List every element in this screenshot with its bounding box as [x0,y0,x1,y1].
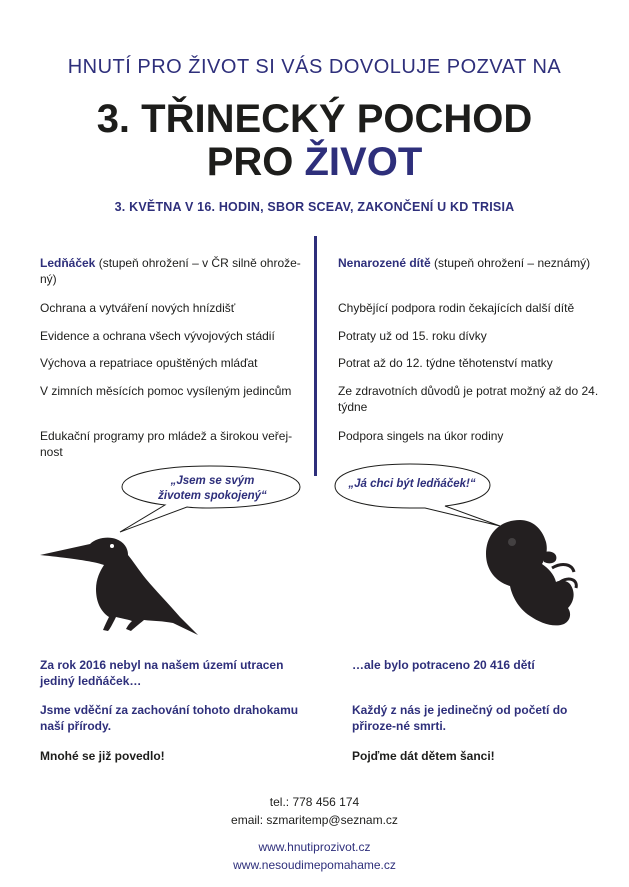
left-item: V zimních měsících pomoc vysíleným jedincům [40,384,292,398]
right-bubble-text: „Já chci být ledňáček!“ [348,478,476,490]
right-heading-bold: Nenarozené dítě [338,256,431,270]
left-heading [40,255,302,287]
right-statement: Každý z nás je jedinečný od početí do přiroze-né smrti. [352,703,568,733]
right-item: Podpora singels na úkor rodiny [338,429,504,443]
right-closing: Pojďme dát dětem šanci! [352,749,495,763]
left-heading-bold: Ledňáček [40,256,96,270]
contact-phone: tel.: 778 456 174 [269,795,360,809]
column-divider [314,236,317,476]
event-title-line1: 3. TŘINECKÝ POCHOD [96,97,533,141]
title-prefix: PRO [206,140,305,184]
left-closing: Mnohé se již povedlo! [40,749,165,763]
right-item: Potrat až do 12. týdne těhotenství matky [338,356,553,370]
title-highlight: ŽIVOT [304,140,423,184]
left-item: Edukační programy pro mládež a širokou veřej-nost [40,429,293,459]
invite-line: HNUTÍ PRO ŽIVOT SI VÁS DOVOLUJE POZVAT NA [67,56,562,78]
left-statement: Jsme vděční za zachování tohoto drahokamu naší přírody. [40,703,299,733]
left-heading-rest: (stupeň ohrožení – v ČR silně ohrože-ný) [40,256,301,286]
right-item: Chybějící podpora rodin čekajících další dítě [338,301,575,315]
left-item: Ochrana a vytváření nových hnízdišť [40,301,236,315]
right-heading [338,255,600,271]
right-statement: …ale bylo potraceno 20 416 dětí [352,658,535,672]
fetus-silhouette-icon [482,518,582,630]
event-title-line2 [0,140,629,184]
website-link-nesoudimepomahame[interactable]: www.nesoudimepomahame.cz [233,858,396,872]
kingfisher-silhouette-icon [38,535,203,637]
contact-email[interactable]: email: szmaritemp@seznam.cz [231,813,398,827]
right-item: Ze zdravotních důvodů je potrat možný až do 24. týdne [338,384,599,414]
left-statement: Za rok 2016 nebyl na našem území utracen jediný ledňáček… [40,658,284,688]
event-subtitle: 3. KVĚTNA V 16. HODIN, SBOR SCEAV, ZAKONČENÍ U KD TRISIA [114,200,515,214]
left-item: Evidence a ochrana všech vývojových stádií [40,329,275,343]
left-item: Výchova a repatriace opuštěných mláďat [40,356,258,370]
right-heading-rest: (stupeň ohrožení – neznámý) [430,256,591,270]
website-link-hnutiprozivot[interactable]: www.hnutiprozivot.cz [258,840,371,854]
left-bubble-text: „Jsem se svým životem spokojený“ [158,475,267,502]
right-item: Potraty už od 15. roku dívky [338,329,487,343]
